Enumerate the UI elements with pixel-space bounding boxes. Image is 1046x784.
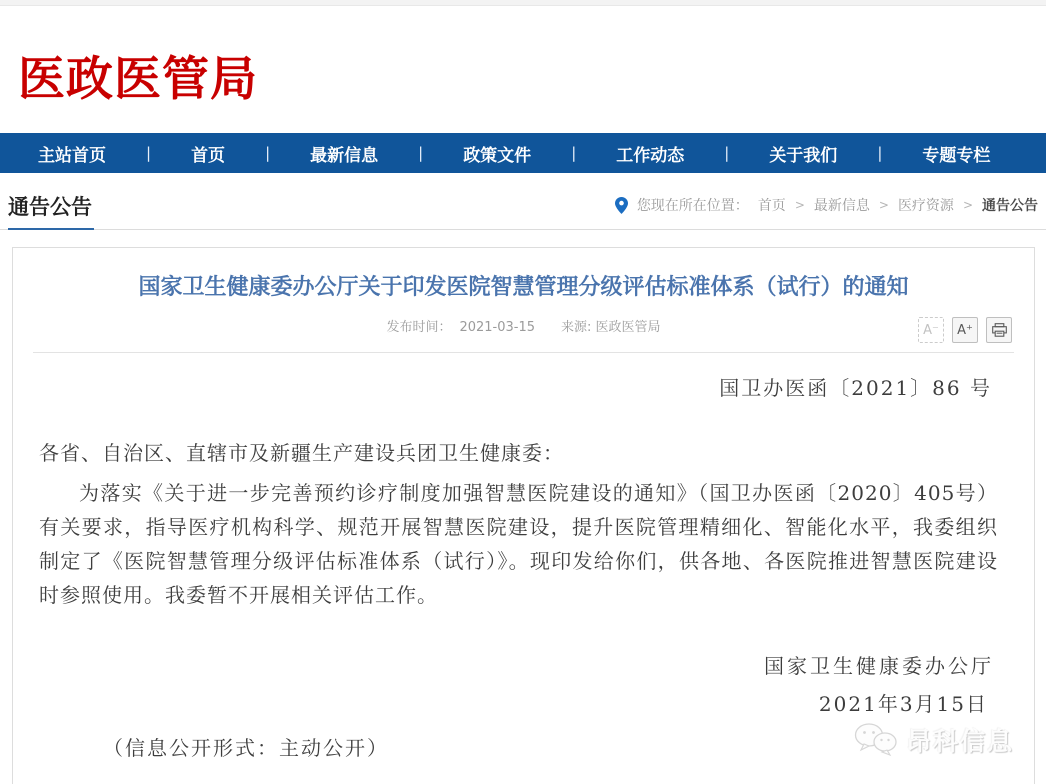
signature-office: 国家卫生健康委办公厅 <box>764 654 994 678</box>
printer-icon <box>992 323 1007 337</box>
nav-item-main-home[interactable]: 主站首页 <box>38 145 106 166</box>
nav-separator: | <box>877 144 883 162</box>
site-header <box>0 6 1046 133</box>
nav-item-work-updates[interactable]: 工作动态 <box>616 145 685 166</box>
nav-item-home[interactable]: 首页 <box>191 145 226 166</box>
breadcrumb-item-latest-news[interactable]: 最新信息 <box>813 198 870 214</box>
source-value: 医政医管局 <box>595 320 661 335</box>
document-body <box>13 372 1034 761</box>
body-paragraph: 为落实《关于进一步完善预约诊疗制度加强智慧医院建设的通知》（国卫办医函〔2020〕405号）有关要求，指导医疗机构科学、规范开展智慧医院建设，提升医院管理精细化、智能化水平，我委组织制定了《医院智慧管理分级评估标准体系（试行）》。现印发给你们，供各地、各医院推进智慧医院建设时参照使用。我委暂不开展相关评估工作。 <box>39 481 998 607</box>
salutation: 各省、自治区、直辖市及新疆生产建设兵团卫生健康委： <box>39 441 564 465</box>
section-title: 通告公告 <box>8 191 94 230</box>
font-increase-button[interactable]: A⁺ <box>952 317 978 343</box>
article-card <box>12 247 1035 784</box>
nav-separator: | <box>265 144 271 162</box>
signature-date: 2021年3月15日 <box>818 692 988 716</box>
disclosure-note: （信息公开形式：主动公开） <box>103 736 389 760</box>
publish-time-value: 2021-03-15 <box>459 320 536 335</box>
nav-item-policy-documents[interactable]: 政策文件 <box>463 145 532 166</box>
nav-separator: | <box>146 144 152 162</box>
breadcrumb-row <box>0 173 1046 230</box>
source-label: 来源: <box>561 320 592 335</box>
nav-item-special-topics[interactable]: 专题专栏 <box>922 145 991 166</box>
nav-item-latest-news[interactable]: 最新信息 <box>310 145 379 166</box>
watermark <box>854 722 1014 758</box>
breadcrumb-separator: > <box>794 198 805 212</box>
print-button[interactable] <box>986 317 1012 343</box>
article-meta <box>13 316 1034 335</box>
nav-item-about-us[interactable]: 关于我们 <box>769 145 838 166</box>
font-decrease-button[interactable]: A⁻ <box>918 317 944 343</box>
nav-separator: | <box>571 144 577 162</box>
location-pin-icon <box>615 197 628 214</box>
breadcrumb-item-medical-resources[interactable]: 医疗资源 <box>897 198 954 214</box>
breadcrumb-location-label: 您现在所在位置： <box>636 198 749 214</box>
title-divider <box>33 352 1014 353</box>
nav-separator: | <box>418 144 424 162</box>
breadcrumb <box>615 195 1038 229</box>
nav-separator: | <box>724 144 730 162</box>
article-title: 国家卫生健康委办公厅关于印发医院智慧管理分级评估标准体系（试行）的通知 <box>138 275 909 300</box>
watermark-text: 昂科信息 <box>905 727 1014 756</box>
breadcrumb-separator: > <box>962 198 973 212</box>
article-toolbar <box>918 317 1012 343</box>
publish-time-label: 发布时间： <box>386 320 452 335</box>
breadcrumb-separator: > <box>878 198 889 212</box>
breadcrumb-current: 通告公告 <box>982 198 1038 214</box>
wechat-bubbles-icon <box>854 723 898 757</box>
breadcrumb-item-home[interactable]: 首页 <box>757 198 786 214</box>
main-nav <box>0 133 1046 173</box>
document-number: 国卫办医函〔2021〕86 号 <box>719 376 992 400</box>
site-logo-title: 医政医管局 <box>18 52 258 107</box>
